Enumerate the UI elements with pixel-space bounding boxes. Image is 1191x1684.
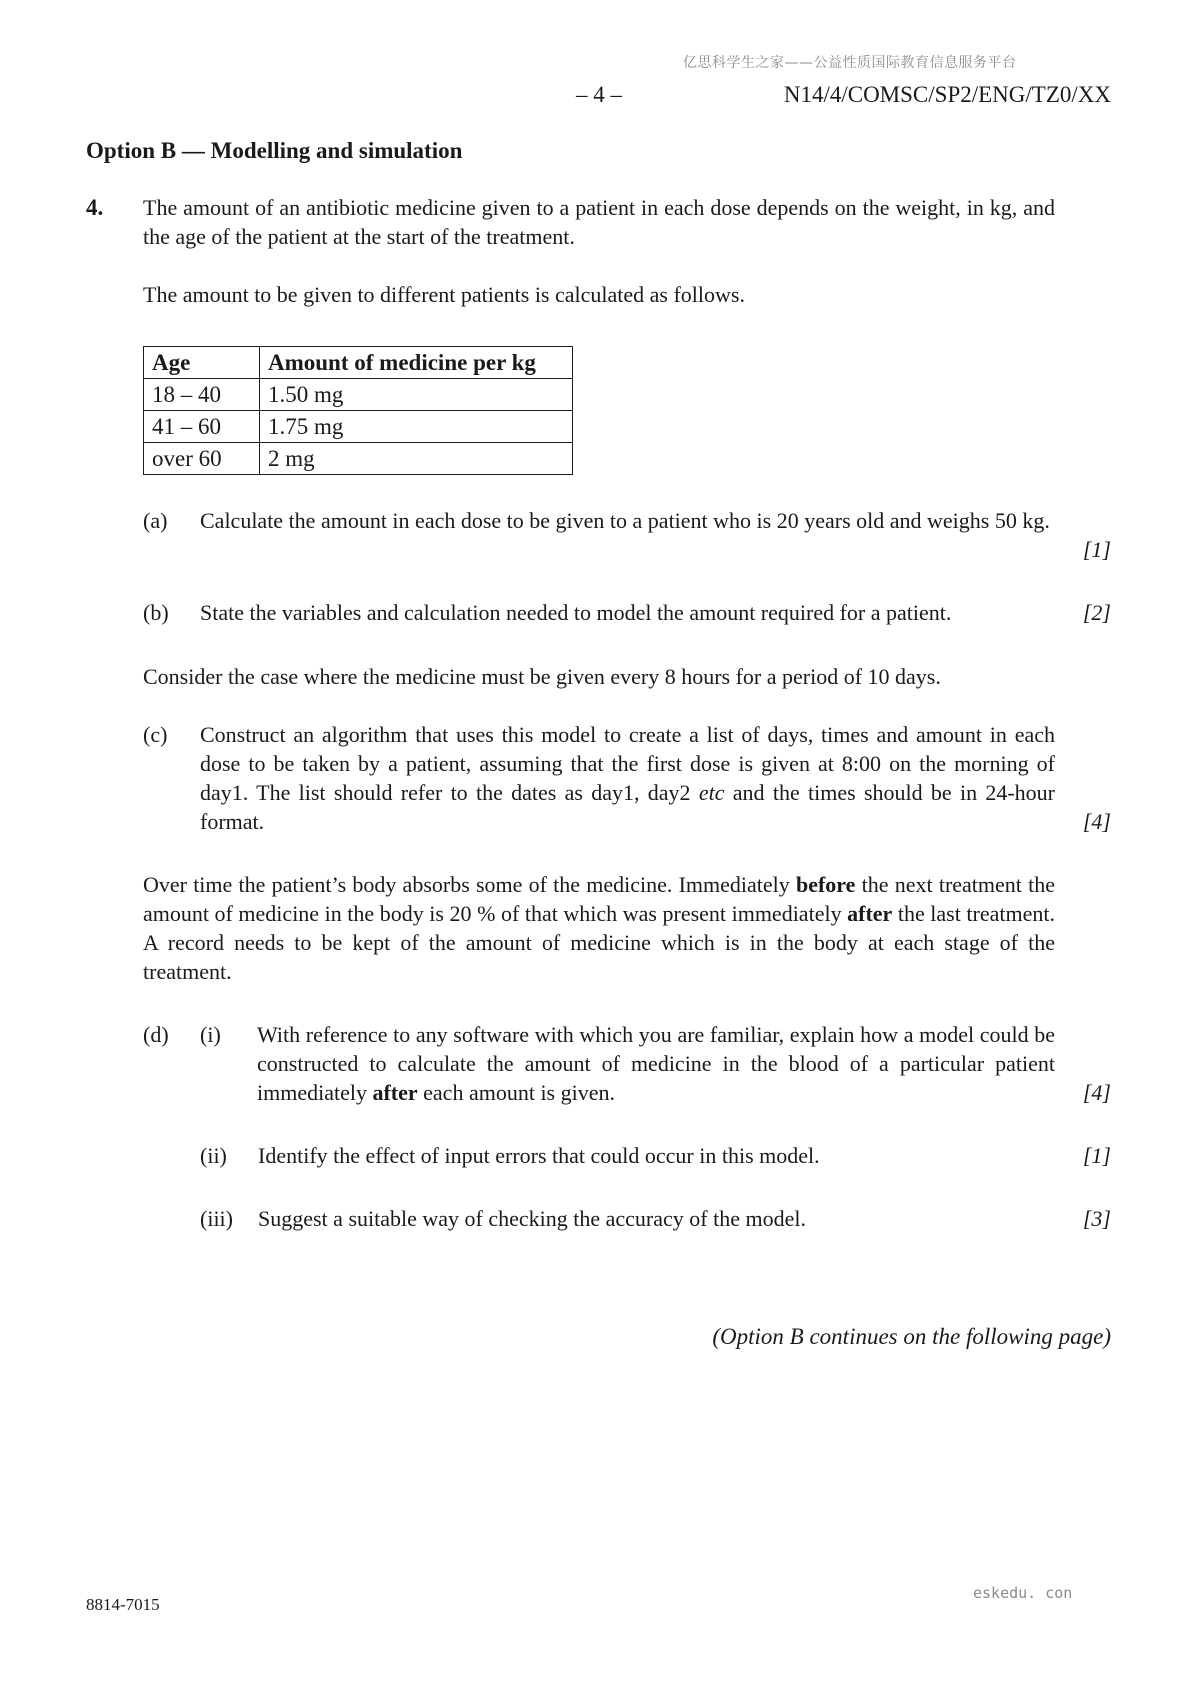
part-d-iii-text: Suggest a suitable way of checking the accuracy of the model.: [258, 1206, 806, 1231]
part-d-iii-label: (iii): [200, 1206, 233, 1231]
part-b-label: (b): [143, 600, 169, 625]
part-d-i-text: [257, 1020, 1055, 1107]
watermark-bottom: eskedu. con: [973, 1584, 1073, 1602]
table-cell-age: over 60: [144, 443, 260, 475]
table-row: [144, 443, 573, 475]
paper-code: N14/4/COMSC/SP2/ENG/TZ0/XX: [783, 82, 1111, 107]
footer-code: 8814-7015: [86, 1595, 160, 1614]
table-row: [144, 411, 573, 443]
part-c-marks: [4]: [1082, 809, 1111, 834]
part-b-marks: [2]: [1082, 600, 1111, 625]
table-header-amount: Amount of medicine per kg: [260, 347, 573, 379]
context-d-bold-1: before: [795, 872, 856, 897]
part-a-marks: [1]: [1082, 537, 1111, 562]
context-d: [143, 870, 1055, 986]
context-d-bold-2: after: [847, 901, 893, 926]
question-number: 4.: [86, 195, 104, 220]
section-title: Option B — Modelling and simulation: [86, 138, 463, 163]
table-header-row: [144, 347, 573, 379]
table-cell-amount: 2 mg: [260, 443, 573, 475]
table-header-age: Age: [144, 347, 260, 379]
question-intro: The amount of an antibiotic medicine given to a patient in each dose depends on the weight, in kg, and the age of the patient at the start of the treatment.: [143, 195, 1055, 249]
context-d-text-2: the next treatment the amount of medicine in the body is 20 % of that which was present immediately: [143, 872, 1055, 926]
context-c: Consider the case where the medicine must be given every 8 hours for a period of 10 days.: [143, 664, 941, 689]
part-d-i-text-1: With reference to any software with which you are familiar, explain how a model could be constructed to calculate the amount of medicine in the blood of a particular patient immediately: [257, 1022, 1055, 1105]
part-d-i-marks: [4]: [1082, 1080, 1111, 1105]
part-c-text: [200, 720, 1055, 836]
part-c-text-italic: etc: [698, 780, 725, 805]
part-d-ii-text: Identify the effect of input errors that could occur in this model.: [258, 1143, 820, 1168]
part-d-label: (d): [143, 1022, 169, 1047]
part-d-ii-label: (ii): [200, 1143, 227, 1168]
part-d-i-text-2: each amount is given.: [417, 1080, 615, 1105]
context-d-text-3: the last treatment. A record needs to be kept of the amount of medicine which is in the body at each stage of the treatment.: [143, 901, 1055, 984]
part-a-text: Calculate the amount in each dose to be given to a patient who is 20 years old and weighs 50 kg.: [200, 508, 1050, 533]
question-intro-2: The amount to be given to different patients is calculated as follows.: [143, 282, 745, 307]
part-b-text: State the variables and calculation needed to model the amount required for a patient.: [200, 600, 952, 625]
table-cell-amount: 1.50 mg: [260, 379, 573, 411]
table-cell-amount: 1.75 mg: [260, 411, 573, 443]
page-number: – 4 –: [576, 82, 622, 107]
watermark-top: 亿思科学生之家——公益性质国际教育信息服务平台: [683, 55, 1017, 71]
part-d-ii-marks: [1]: [1082, 1143, 1111, 1168]
part-c-text-2: and the times should be in 24-hour format.: [200, 780, 1056, 834]
context-d-text-1: Over time the patient’s body absorbs some of the medicine. Immediately: [143, 872, 796, 897]
dosage-table: [143, 346, 573, 475]
part-d-i-label: (i): [200, 1022, 221, 1047]
part-c-label: (c): [143, 722, 168, 747]
part-d-iii-marks: [3]: [1082, 1206, 1111, 1231]
continues-note: (Option B continues on the following page): [712, 1324, 1111, 1349]
part-d-i-bold: after: [372, 1080, 418, 1105]
table-cell-age: 41 – 60: [144, 411, 260, 443]
table-cell-age: 18 – 40: [144, 379, 260, 411]
table-row: [144, 379, 573, 411]
part-a-label: (a): [143, 508, 168, 533]
part-c-text-1: Construct an algorithm that uses this model to create a list of days, times and amount in each dose to be taken by a patient, assuming that the first dose is given at 8:00 on the morning of day1. The list should refer to the dates as day1, day2: [200, 722, 1055, 805]
